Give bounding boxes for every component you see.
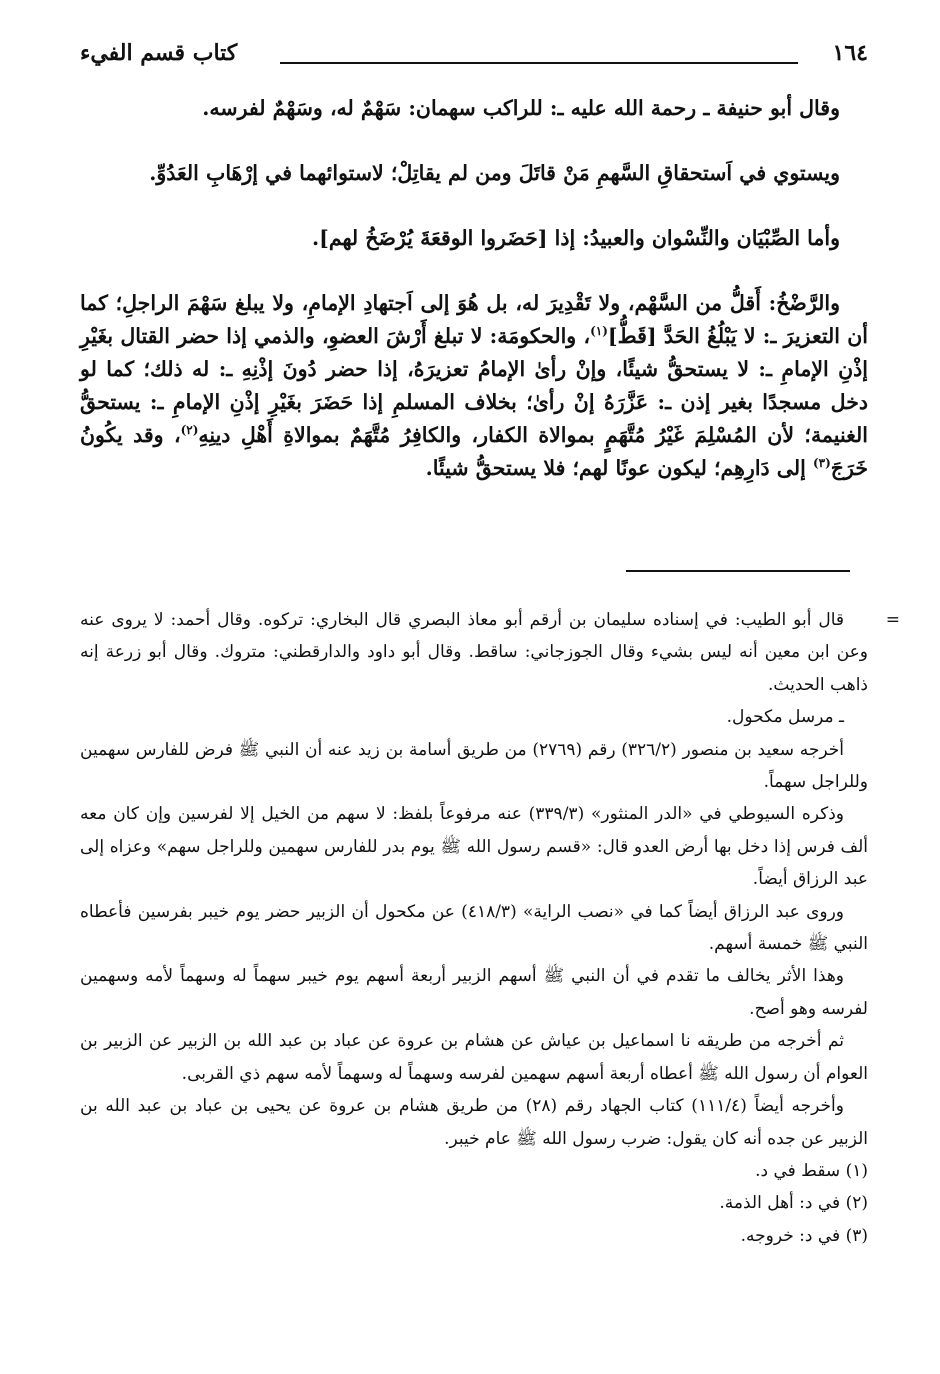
main-text bbox=[80, 92, 868, 485]
continuation-mark: = bbox=[885, 610, 900, 630]
footnote-paragraph: وروى عبد الرزاق أيضاً كما في «نصب الراية» (٤١٨/٣) عن مكحول أن الزبير حضر يوم خيبر بفرسين فأعطاه النبي ﷺ خمسة أسهم. bbox=[80, 901, 868, 955]
footnote-note-2: (٢) في د: أهل الذمة. bbox=[719, 1193, 868, 1214]
paragraph bbox=[80, 92, 868, 125]
header-rule bbox=[280, 62, 798, 64]
page-number: ١٦٤ bbox=[832, 40, 868, 66]
paragraph bbox=[80, 157, 868, 190]
footnote-paragraph: ـ مرسل مكحول. bbox=[726, 707, 844, 728]
footnote-ref-1: (١) bbox=[590, 324, 608, 339]
footnote-note-1: (١) سقط في د. bbox=[755, 1160, 868, 1181]
paragraph-text: وأما الصِّبْيَان والنِّسْوان والعبيدُ: إذا [حَضَروا الوقعَةَ يُرْضَخُ لهم]. bbox=[311, 226, 840, 250]
paragraph-text: وقال أبو حنيفة ـ رحمة الله عليه ـ: للراكب سهمان: سَهْمٌ له، وسَهْمٌ لفرسه. bbox=[202, 96, 840, 120]
paragraph-text: ، والحكومَة: لا تبلغ أَرْشَ العضوِ، والذمي إذا حضر القتال بغَيْرِ إذْنِ الإمامِ ـ: لا يستحقُّ شيئًا، وإنْ رأىٰ الإمامُ تعزيرَهُ، إذا حضر دُونَ إذْنِهِ ـ: له ذلك؛ كما لو دخل مسجدًا بغير إذن ـ: عَزَّرَهُ إنْ رأىٰ؛ بخلاف المسلمِ إذا حَضَرَ بغَيْرِ إذْنِ الإمامِ ـ: يستحقُّ الغنيمة؛ لأن المُسْلِمَ غَيْرُ مُتَّهَمٍ بموالاة الكفار، والكافِرُ مُتَّهَمٌ بموالاةِ أَهْلِ دينِهِ bbox=[80, 324, 868, 447]
paragraph bbox=[80, 287, 868, 485]
paragraph bbox=[80, 222, 868, 255]
footnote-ref-2: (٢) bbox=[180, 423, 199, 438]
footnote-paragraph: وأخرجه أيضاً (١١١/٤) كتاب الجهاد رقم (٢٨) من طريق هشام بن عروة عن يحيى بن عباد بن عبد الله بن الزبير عن جده أنه كان يقول: ضرب رسول الله ﷺ عام خيبر. bbox=[80, 1096, 868, 1149]
footnote-paragraph: وذكره السيوطي في «الدر المنثور» (٣٣٩/٣) عنه مرفوعاً بلفظ: لا سهم من الخيل إلا لفرسين وإن كان معه ألف فرس إذا دخل بها أرض العدو قال: «قسم رسول الله ﷺ يوم بدر للفارس سهمين وللراجل سهم» وعزاه إلى عبد الرزاق أيضاً. bbox=[80, 804, 868, 890]
footnote-ref-3: (٣) bbox=[812, 456, 831, 471]
book-title: كتاب قسم الفيء bbox=[80, 40, 238, 66]
footnotes bbox=[80, 604, 900, 1252]
paragraph-text: ، وقد يكُونُ خَرَجَ bbox=[80, 423, 868, 480]
footnote-paragraph: وهذا الأثر يخالف ما تقدم في أن النبي ﷺ أسهم الزبير أربعة أسهم يوم خيبر سهماً له وسهماً لأمه وسهمين لفرسه وهو أصح. bbox=[80, 966, 868, 1019]
footnote-paragraph: ثم أخرجه من طريقه نا اسماعيل بن عياش عن هشام بن عروة عن عباد بن عبد الله بن الزبير عن الزبير بن العوام أن رسول الله ﷺ أعطاه أربعة أسهم سهمين لفرسه وسهماً له وسهماً لأمه سهم ذي القربى. bbox=[80, 1031, 868, 1084]
footnote-note-3: (٣) في د: خروجه. bbox=[740, 1225, 868, 1246]
paragraph-text: إلى دَارِهِم؛ ليكون عونًا لهم؛ فلا يستحقُّ شيئًا. bbox=[425, 456, 813, 480]
footnote-paragraph: قال أبو الطيب: في إسناده سليمان بن أرقم أبو معاذ البصري قال البخاري: تركوه. وقال أحمد: لا يروى عنه وعن ابن معين أنه ليس بشيء وقال الجوزجاني: ساقط. وقال أبو داود والدارقطني: متروك. وقال أبو زرعة إنه ذاهب الحديث. bbox=[80, 610, 868, 695]
paragraph-text: ويستوي في اَستحقاقِ السَّهمِ مَنْ قاتَلَ ومن لم يقاتِلْ؛ لاستوائهما في إرْهَابِ العَدُوِّ. bbox=[149, 161, 840, 185]
paragraph-text: والرَّضْخُ: أَقلُّ من السَّهْم، ولا تَقْدِيرَ له، بل هُوَ إلى اَجتهادِ الإمامِ، ولا يبلغ سَهْمَ الراجلِ؛ كما أن التعزيرَ ـ: لا يَبْلُغُ الحَدَّ [قَطُّ] bbox=[80, 291, 868, 348]
footnote-paragraph: أخرجه سعيد بن منصور (٣٢٦/٢) رقم (٢٧٦٩) من طريق أسامة بن زيد عنه أن النبي ﷺ فرض للفارس سهمين وللراجل سهماً. bbox=[80, 739, 868, 793]
page-header bbox=[80, 40, 868, 80]
footnote-separator bbox=[626, 570, 850, 572]
